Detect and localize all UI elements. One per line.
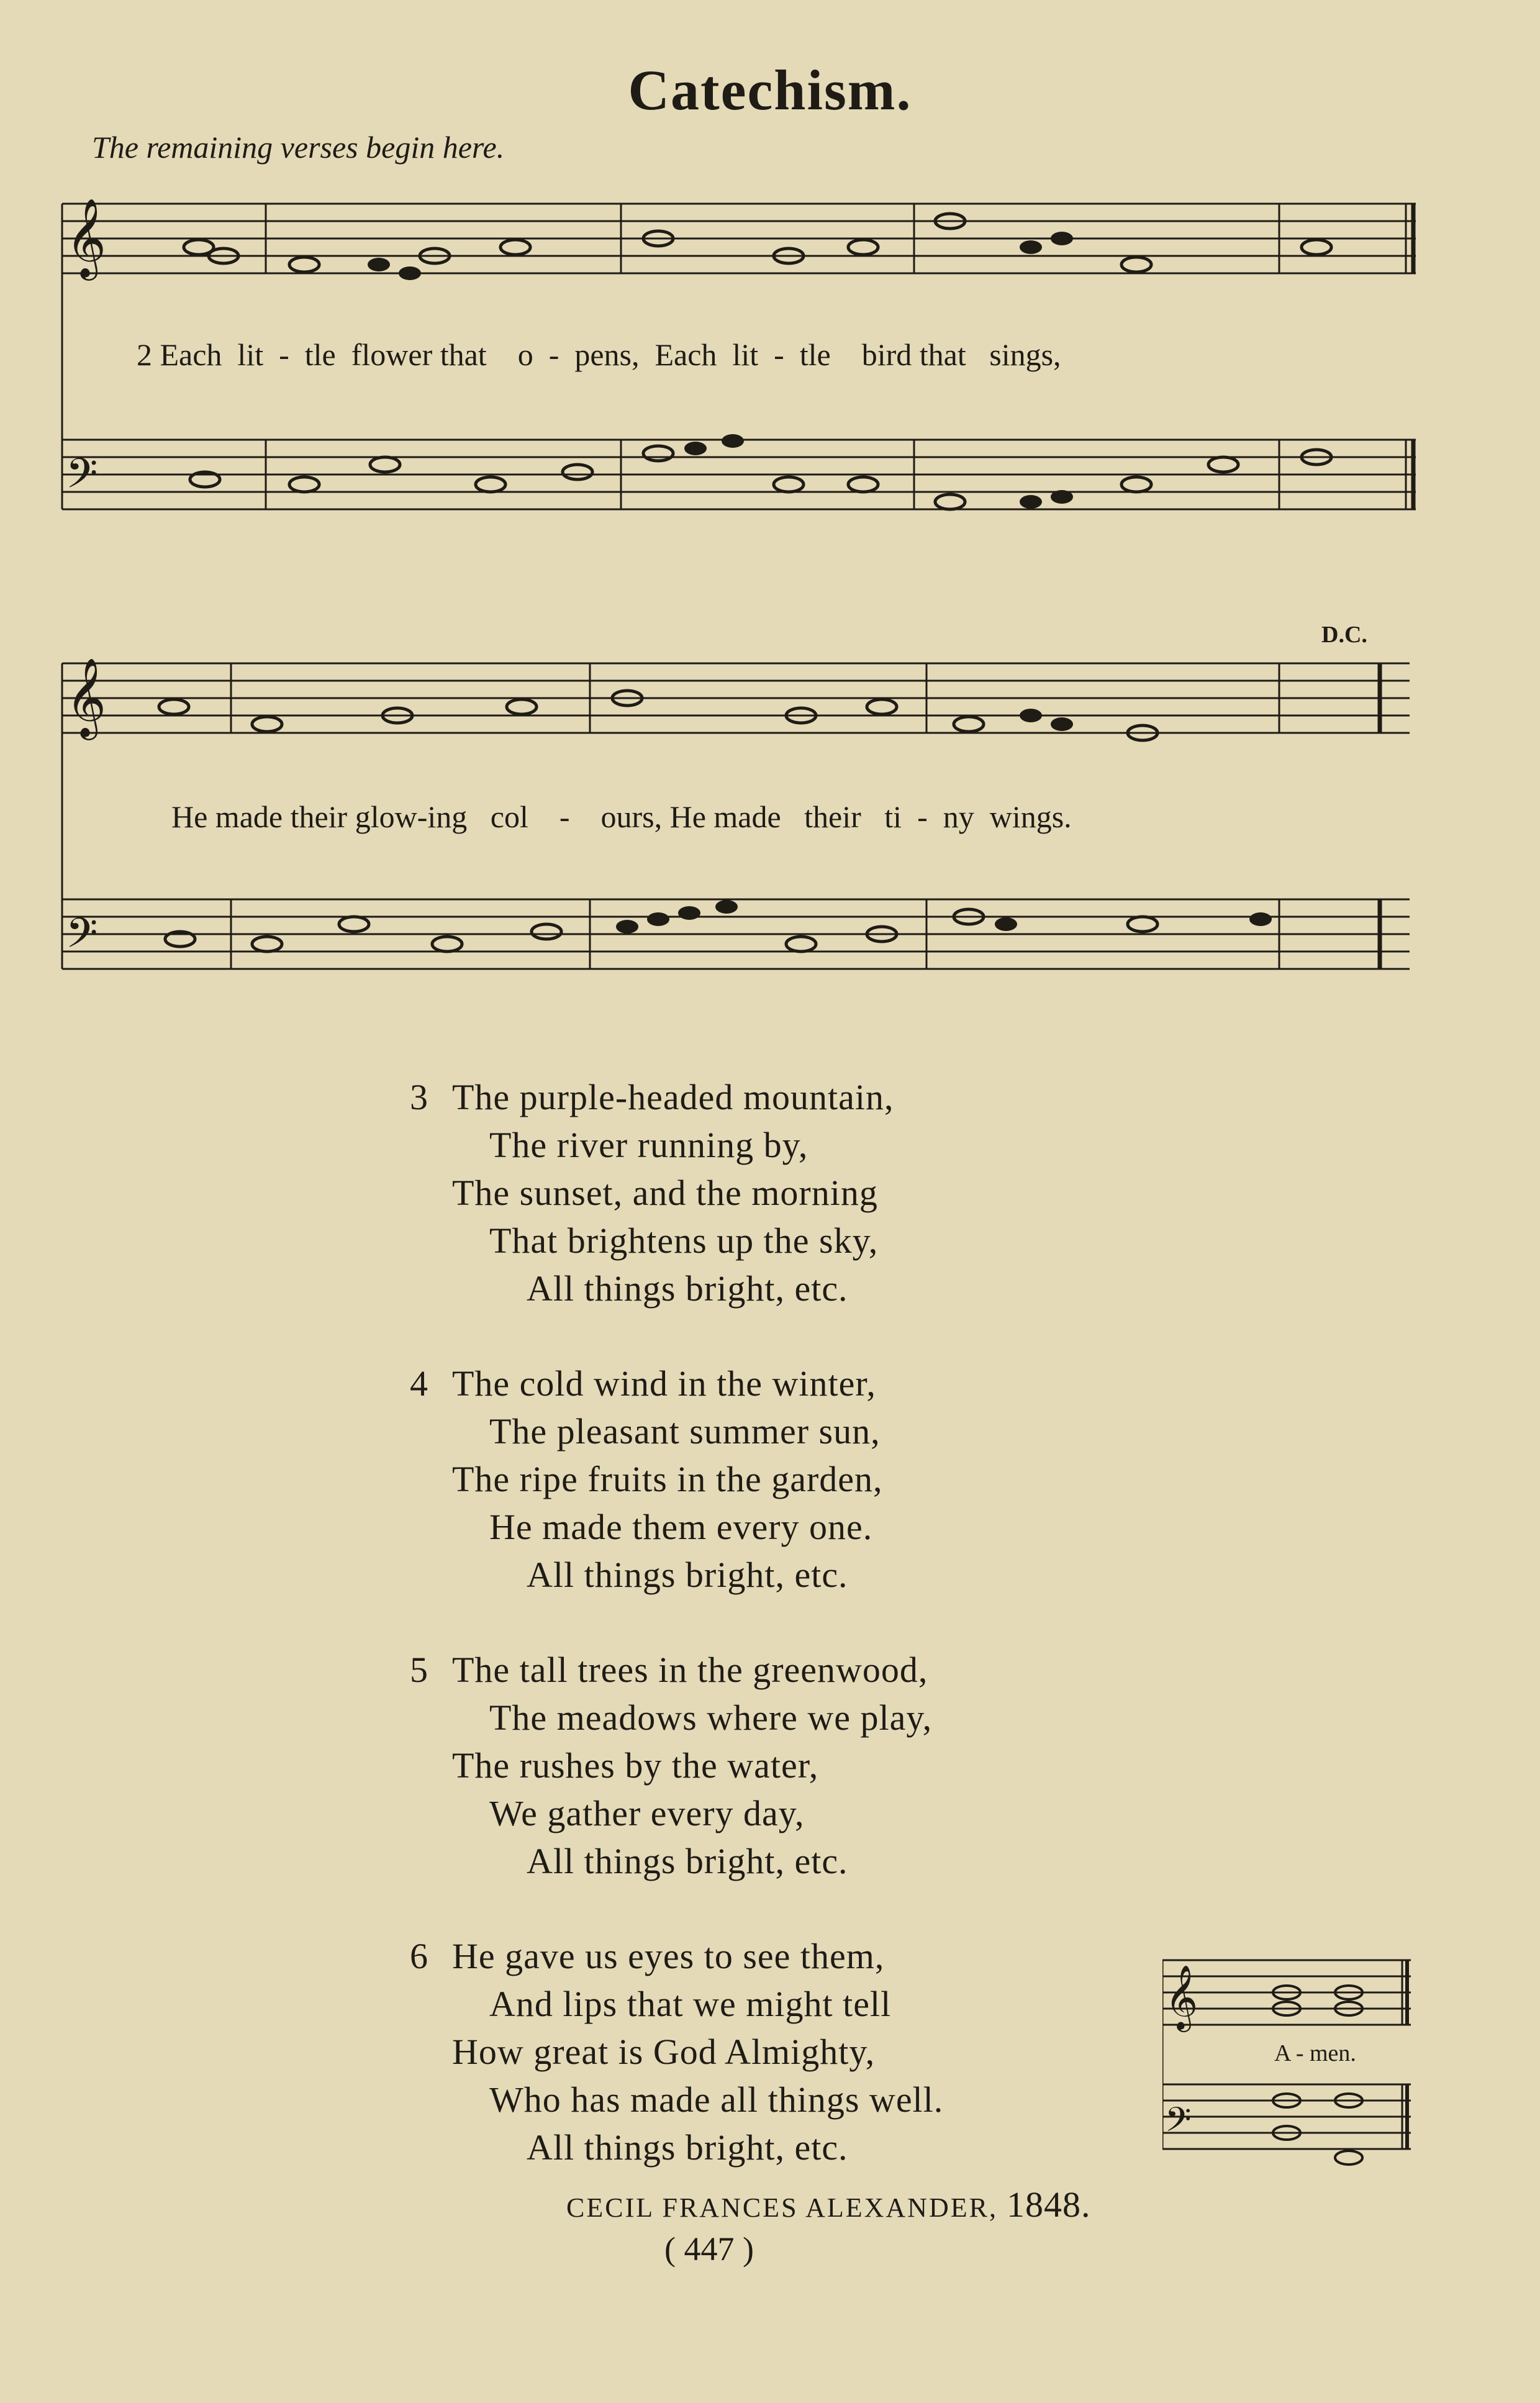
verse-line: The cold wind in the winter, — [452, 1363, 876, 1404]
verse-line: The pleasant summer sun, — [489, 1411, 881, 1451]
verse-number: 3 — [410, 1077, 428, 1117]
verse-refrain: All things bright, etc. — [527, 2127, 848, 2168]
hymn-title: Catechism. — [628, 58, 912, 122]
verse-number: 5 — [410, 1650, 428, 1690]
page-number: ( 447 ) — [664, 2230, 754, 2268]
svg-text:𝄞: 𝄞 — [66, 198, 107, 277]
verse-line: The ripe fruits in the garden, — [452, 1459, 883, 1499]
lyrics-line-2: He made their glow-ing col - ours, He made their ti - ny wings. — [171, 799, 1072, 834]
svg-text:𝄞: 𝄞 — [1165, 1965, 1198, 2030]
verse-line: We gather every day, — [489, 1793, 805, 1833]
verse-line: How great is God Almighty, — [452, 2032, 876, 2072]
author-name: CECIL FRANCES ALEXANDER, — [566, 2192, 998, 2223]
verse-number: 4 — [410, 1363, 428, 1404]
verse-refrain: All things bright, etc. — [527, 1555, 848, 1595]
svg-text:𝄢: 𝄢 — [66, 450, 98, 507]
verse-line: He gave us eyes to see them, — [452, 1936, 885, 1976]
verse-line: The sunset, and the morning — [452, 1173, 878, 1213]
author-year: 1848. — [1006, 2184, 1091, 2225]
verse-line: He made them every one. — [489, 1507, 873, 1547]
verse-6 — [410, 1932, 1155, 2171]
verse-line: The rushes by the water, — [452, 1745, 819, 1786]
verse-line: The meadows where we play, — [489, 1697, 933, 1738]
verse-line: Who has made all things well. — [489, 2079, 944, 2120]
verse-line: The tall trees in the greenwood, — [452, 1650, 928, 1690]
verse-line: The purple-headed mountain, — [452, 1077, 894, 1117]
verse-number: 6 — [410, 1936, 428, 1976]
author-credit — [566, 2184, 1090, 2225]
verse-line: The river running by, — [489, 1125, 808, 1165]
remaining-verses-note: The remaining verses begin here. — [92, 130, 505, 165]
verse-line: That brightens up the sky, — [489, 1220, 879, 1261]
svg-text:𝄞: 𝄞 — [66, 657, 107, 737]
verse-line: And lips that we might tell — [489, 1984, 892, 2024]
verse-refrain: All things bright, etc. — [527, 1841, 848, 1881]
amen-label: A - men. — [1274, 2040, 1356, 2066]
svg-text:𝄢: 𝄢 — [1165, 2100, 1192, 2148]
lyrics-line-1: 2 Each lit - tle flower that o - pens, Each lit - tle bird that sings, — [137, 337, 1061, 372]
da-capo-mark: D.C. — [1321, 622, 1367, 648]
verses — [410, 1073, 1155, 2219]
verse-refrain: All things bright, etc. — [527, 1268, 848, 1309]
svg-text:𝄢: 𝄢 — [66, 909, 98, 967]
verse-5 — [410, 1646, 1155, 1885]
verse-3 — [410, 1073, 1155, 1312]
verse-4 — [410, 1360, 1155, 1599]
